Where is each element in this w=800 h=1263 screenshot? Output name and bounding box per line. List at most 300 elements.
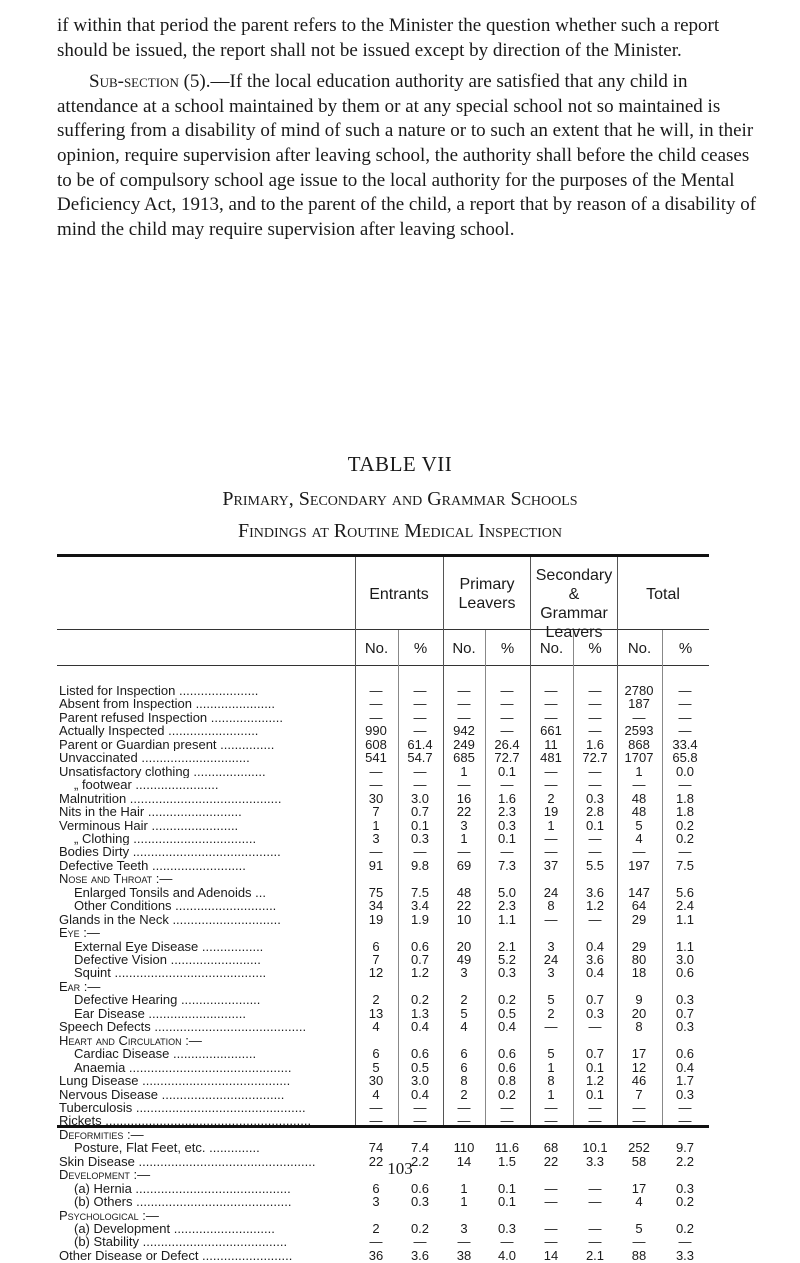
row-cell: — — [588, 1099, 602, 1115]
table-row — [0, 1088, 800, 1102]
row-cell: — — [588, 1113, 602, 1129]
row-cell: 8 — [547, 1073, 555, 1089]
row-cell: 4 — [635, 1194, 643, 1210]
row-cell: 0.7 — [675, 1005, 695, 1021]
row-cell: 0.2 — [410, 1221, 430, 1236]
row-cell: 2.1 — [585, 1247, 605, 1263]
table-row — [0, 859, 800, 873]
row-cell: 8 — [460, 1073, 468, 1089]
row-cell: 0.6 — [675, 965, 695, 981]
row-label: Enlarged Tonsils and Adenoids ... — [74, 885, 267, 900]
row-cell: 33.4 — [672, 736, 698, 752]
row-cell: — — [413, 1099, 427, 1115]
row-cell: 7.5 — [410, 884, 430, 900]
row-cell: 1 — [635, 763, 643, 779]
row-cell: 5 — [547, 1046, 555, 1062]
row-cell: 3.3 — [675, 1247, 695, 1263]
row-cell: 3.4 — [410, 898, 430, 914]
row-label: Development :— — [59, 1168, 151, 1182]
row-label: Lung Disease ......................................... — [59, 1074, 291, 1088]
row-cell: 0.4 — [675, 1059, 695, 1075]
row-cell: 661 — [540, 723, 562, 739]
row-cell: 0.1 — [585, 1086, 605, 1102]
row-cell: 10.1 — [582, 1140, 608, 1156]
table-top-rule — [57, 554, 709, 557]
row-label: Speech Defects .......................................... — [59, 1020, 307, 1034]
row-label: Anaemia ............................................. — [74, 1060, 292, 1075]
row-cell: 36 — [368, 1247, 384, 1263]
row-label: Ear :— — [59, 979, 101, 994]
row-cell: 3 — [372, 830, 380, 846]
row-cell: 30 — [368, 790, 384, 806]
row-cell: 1 — [547, 1086, 555, 1102]
subhead-no: No. — [627, 640, 652, 657]
row-cell: 4.0 — [497, 1247, 517, 1263]
row-cell: 685 — [453, 750, 475, 766]
row-cell: — — [588, 830, 602, 846]
row-cell: 1.9 — [410, 911, 430, 927]
row-cell: — — [678, 1234, 692, 1250]
row-cell: 1 — [547, 1059, 555, 1075]
row-label: Heart and Circulation :— — [59, 1033, 202, 1048]
row-cell: 0.2 — [675, 830, 695, 846]
row-cell: — — [500, 709, 514, 725]
row-cell: — — [413, 683, 427, 698]
row-label: (a) Hernia ........................................... — [74, 1181, 291, 1196]
row-cell: 1 — [460, 1194, 468, 1210]
row-cell: — — [500, 683, 514, 698]
table-row — [0, 1074, 800, 1088]
row-cell: 3.0 — [410, 790, 430, 806]
table-row — [0, 1020, 800, 1034]
table-row — [0, 899, 800, 913]
group-header-entrants: Entrants — [369, 586, 429, 603]
row-cell: 48 — [631, 804, 647, 820]
table-row — [0, 913, 800, 927]
row-cell: 1.2 — [585, 898, 605, 914]
row-cell: 0.1 — [410, 817, 430, 833]
row-cell: 0.3 — [675, 992, 695, 1008]
row-cell: — — [369, 1234, 383, 1250]
row-cell: — — [457, 709, 471, 725]
row-cell: 9.8 — [410, 857, 430, 873]
row-cell: 30 — [368, 1073, 384, 1089]
row-cell: 0.7 — [410, 952, 430, 967]
row-cell: — — [413, 763, 427, 779]
row-label: „ footwear ....................... — [74, 778, 219, 792]
row-cell: 5 — [460, 1005, 468, 1021]
row-cell: 22 — [543, 1153, 559, 1169]
row-cell: 19 — [368, 911, 384, 927]
row-cell: — — [632, 1099, 646, 1115]
row-cell: 541 — [365, 750, 387, 766]
row-cell: 2.1 — [497, 938, 517, 954]
subhead-pct: % — [678, 640, 693, 657]
row-cell: 1.5 — [497, 1153, 517, 1169]
row-label: Absent from Inspection ...................... — [59, 697, 276, 711]
row-cell: 12 — [631, 1059, 647, 1075]
row-cell: 65.8 — [672, 750, 698, 766]
row-cell: 0.6 — [410, 1046, 430, 1062]
row-cell: 14 — [456, 1153, 472, 1169]
subhead-pct: % — [588, 640, 602, 657]
subhead-pct: % — [413, 640, 428, 657]
row-cell: 48 — [456, 884, 472, 900]
row-cell: 0.1 — [585, 1059, 605, 1075]
row-cell: 3.3 — [585, 1153, 605, 1169]
row-cell: 0.4 — [497, 1019, 517, 1035]
row-cell: 990 — [365, 723, 387, 739]
row-cell: 7 — [372, 804, 380, 820]
row-cell: — — [544, 1234, 558, 1250]
row-cell: 5 — [547, 992, 555, 1008]
row-cell: 6 — [460, 1046, 468, 1062]
row-cell: — — [413, 1234, 427, 1250]
table-row — [0, 751, 800, 765]
row-cell: 252 — [628, 1140, 650, 1156]
row-cell: 6 — [372, 1180, 380, 1196]
row-label: Defective Hearing ...................... — [74, 993, 261, 1007]
row-label: Defective Vision ......................... — [74, 953, 261, 967]
row-cell: — — [588, 844, 602, 860]
table-row — [0, 1141, 800, 1155]
table-subtitle-findings: Findings at Routine Medical Inspection — [238, 520, 562, 542]
row-cell: 72.7 — [494, 750, 520, 766]
row-cell: 0.2 — [675, 1221, 695, 1236]
row-cell: 0.4 — [410, 1086, 430, 1102]
row-cell: — — [413, 696, 427, 712]
row-cell: 0.2 — [410, 992, 430, 1008]
row-cell: 1.8 — [675, 790, 695, 806]
table-row — [0, 966, 800, 980]
row-cell: — — [544, 777, 558, 793]
row-label: Nits in the Hair .......................... — [59, 805, 242, 819]
row-cell: 2 — [547, 1005, 555, 1021]
table-row — [0, 1209, 800, 1223]
row-label: Verminous Hair ........................ — [59, 818, 239, 832]
row-cell: — — [678, 1113, 692, 1129]
row-cell: 0.6 — [497, 1059, 517, 1075]
row-cell: — — [369, 1099, 383, 1115]
row-cell: — — [369, 683, 383, 698]
row-cell: — — [632, 1234, 646, 1250]
row-label: „ Clothing .................................. — [74, 831, 257, 846]
row-cell: 0.7 — [410, 804, 430, 820]
header-rule-left — [57, 629, 355, 630]
row-label: Nose and Throat :— — [59, 872, 173, 886]
row-cell: 0.7 — [585, 1046, 605, 1062]
row-cell: 5.6 — [675, 884, 695, 900]
row-cell: — — [457, 1113, 471, 1129]
row-cell: — — [588, 911, 602, 927]
table-row — [0, 993, 800, 1007]
row-cell: 2 — [547, 790, 555, 806]
row-cell: — — [369, 777, 383, 793]
row-cell: — — [678, 683, 692, 698]
row-cell: 0.0 — [675, 763, 695, 779]
table-row — [0, 1235, 800, 1249]
row-cell: 868 — [628, 736, 650, 752]
row-cell: — — [588, 1221, 602, 1236]
row-cell: 608 — [365, 736, 387, 752]
row-cell: 2.3 — [497, 804, 517, 820]
row-cell: — — [588, 1019, 602, 1035]
row-cell: 1.1 — [675, 938, 695, 954]
row-cell: — — [588, 1234, 602, 1250]
row-cell: 5.2 — [497, 952, 517, 967]
row-cell: 2.3 — [497, 898, 517, 914]
table-row — [0, 1249, 800, 1263]
row-cell: 14 — [543, 1247, 559, 1263]
row-cell: 22 — [456, 898, 472, 914]
row-cell: 22 — [456, 804, 472, 820]
row-cell: 10 — [456, 911, 472, 927]
row-label: Other Conditions ............................ — [74, 899, 277, 913]
row-cell: 0.3 — [585, 1005, 605, 1021]
row-cell: 6 — [372, 1046, 380, 1062]
row-cell: — — [369, 763, 383, 779]
subhead-no: No. — [452, 640, 476, 657]
intro-text — [57, 14, 757, 242]
row-cell: — — [544, 1019, 558, 1035]
row-cell: 80 — [631, 952, 647, 967]
row-cell: 3.6 — [585, 952, 605, 967]
row-cell: 9 — [635, 992, 643, 1008]
row-cell: 110 — [453, 1140, 475, 1156]
row-cell: — — [544, 709, 558, 725]
row-cell: — — [457, 777, 471, 793]
row-cell: 942 — [453, 723, 475, 739]
row-label: Nervous Disease .................................. — [59, 1087, 285, 1101]
intro-paragraph-2 — [57, 70, 757, 242]
row-cell: 38 — [456, 1247, 472, 1263]
row-cell: 7 — [372, 952, 380, 967]
row-cell: 2.2 — [675, 1153, 695, 1169]
row-cell: — — [588, 777, 602, 793]
row-label: Ear Disease ........................... — [74, 1006, 246, 1021]
row-cell: 0.5 — [410, 1059, 430, 1075]
row-cell: 7.3 — [497, 857, 517, 873]
row-cell: 197 — [628, 857, 650, 873]
row-cell: — — [678, 777, 692, 793]
row-label: Unvaccinated .............................. — [59, 751, 250, 765]
row-cell: 2593 — [624, 723, 654, 739]
table-row — [0, 805, 800, 819]
row-cell: — — [457, 844, 471, 860]
row-cell: 1707 — [624, 750, 654, 766]
row-cell: 5 — [635, 817, 643, 833]
row-cell: 24 — [543, 884, 559, 900]
row-cell: 20 — [456, 938, 472, 954]
row-cell: — — [413, 723, 427, 739]
row-cell: — — [457, 1234, 471, 1250]
row-label: Psychological :— — [59, 1208, 159, 1223]
row-cell: — — [500, 1113, 514, 1129]
row-cell: 4 — [635, 830, 643, 846]
row-cell: 1.6 — [585, 736, 605, 752]
table-row — [0, 1222, 800, 1236]
row-label: (b) Stability ........................................ — [74, 1235, 288, 1249]
row-cell: 0.4 — [585, 965, 605, 981]
row-cell: 2 — [460, 992, 468, 1008]
row-cell: 147 — [628, 884, 650, 900]
row-cell: — — [413, 844, 427, 860]
row-cell: 5 — [635, 1221, 643, 1236]
row-cell: 6 — [460, 1059, 468, 1075]
row-cell: — — [678, 844, 692, 860]
row-label: Parent or Guardian present ............... — [59, 737, 275, 752]
row-cell: — — [500, 696, 514, 712]
row-cell: 1 — [547, 817, 555, 833]
row-cell: 58 — [631, 1153, 647, 1169]
subsection-heading: Sub-section (5). — [89, 71, 211, 93]
row-cell: — — [544, 696, 558, 712]
table-row — [0, 1114, 800, 1128]
row-cell: 1 — [372, 817, 380, 833]
row-cell: 0.3 — [497, 817, 517, 833]
subhead-no: No. — [364, 640, 389, 657]
row-cell: 54.7 — [407, 750, 433, 766]
row-cell: — — [457, 696, 471, 712]
row-label: Bodies Dirty ......................................... — [59, 845, 281, 859]
row-label: Posture, Flat Feet, etc. .............. — [74, 1141, 260, 1155]
row-cell: 74 — [368, 1140, 384, 1156]
row-cell: 0.3 — [675, 1019, 695, 1035]
row-cell: 29 — [631, 938, 647, 954]
row-cell: 69 — [456, 857, 472, 873]
row-cell: — — [544, 1099, 558, 1115]
row-cell: 0.3 — [675, 1086, 695, 1102]
row-cell: 0.4 — [410, 1019, 430, 1035]
row-cell: — — [369, 709, 383, 725]
row-label: Listed for Inspection ...................... — [59, 684, 259, 698]
row-cell: 3.6 — [585, 884, 605, 900]
row-cell: 0.2 — [675, 1194, 695, 1210]
row-cell: — — [632, 844, 646, 860]
row-cell: 61.4 — [407, 736, 433, 752]
row-cell: 3 — [460, 1221, 468, 1236]
row-cell: — — [369, 696, 383, 712]
row-cell: 0.3 — [675, 1180, 695, 1196]
group-header-primary: Primary Leavers — [458, 576, 516, 612]
row-cell: 2.2 — [410, 1153, 430, 1169]
table-row — [0, 926, 800, 940]
row-cell: 481 — [540, 750, 562, 766]
row-cell: 46 — [631, 1073, 647, 1089]
row-cell: 249 — [453, 736, 475, 752]
table-number: TABLE VII — [347, 452, 453, 476]
table-row — [0, 724, 800, 738]
row-label: Tuberculosis ............................................... — [59, 1100, 306, 1115]
row-cell: — — [500, 1099, 514, 1115]
row-cell: — — [544, 1180, 558, 1196]
group-header-total: Total — [646, 586, 680, 603]
row-label: Cardiac Disease ....................... — [74, 1047, 257, 1061]
table-row — [0, 697, 800, 711]
row-cell: — — [678, 709, 692, 725]
row-cell: 9.7 — [675, 1140, 695, 1156]
row-cell: — — [500, 844, 514, 860]
row-cell: 2.8 — [585, 804, 605, 820]
row-cell: 29 — [631, 911, 647, 927]
row-cell: — — [544, 911, 558, 927]
row-cell: 1.6 — [497, 790, 517, 806]
row-cell: 2 — [372, 1221, 380, 1236]
subhead-no: No. — [539, 640, 564, 657]
row-cell: 0.2 — [675, 817, 695, 833]
row-cell: — — [544, 1194, 558, 1210]
row-cell: 1.2 — [585, 1073, 605, 1089]
row-cell: 20 — [631, 1005, 647, 1021]
row-cell: — — [588, 696, 602, 712]
row-cell: — — [632, 709, 646, 725]
header-rule — [355, 629, 709, 630]
row-label: Parent refused Inspection .................... — [59, 710, 283, 725]
row-label: Defective Teeth .......................... — [59, 858, 246, 873]
row-label: Eye :— — [59, 926, 100, 940]
row-cell: 0.4 — [585, 938, 605, 954]
row-cell: 0.1 — [585, 817, 605, 833]
row-cell: 0.8 — [497, 1073, 517, 1089]
row-cell: 6 — [372, 938, 380, 954]
row-label: Deformities :— — [59, 1127, 144, 1142]
row-label: Malnutrition .......................................... — [59, 791, 282, 806]
row-cell: 2780 — [624, 683, 654, 698]
table-row — [0, 1047, 800, 1061]
row-cell: 0.6 — [410, 1180, 430, 1196]
row-cell: 0.3 — [585, 790, 605, 806]
row-cell: — — [544, 763, 558, 779]
subsection-text: —If the local education authority are satisfied that any child in attendance at a school maintained by them or at any special school not so maintained is suffering from a disability of mind of such a nature or to such an extent that he will, in their opinion, require supervision after leaving school, the authority shall before the child ceases to be of compulsory school age issue to the local authority for the purposes of the Mental Deficiency Act, 1913, and to the parent of the child, a report that by reason of a disability of mind the child may require supervision after leaving school. — [57, 71, 757, 240]
row-cell: 1.8 — [675, 804, 695, 820]
row-cell: 8 — [635, 1019, 643, 1035]
row-cell: 4 — [460, 1019, 468, 1035]
row-cell: 3.6 — [410, 1247, 430, 1263]
row-cell: — — [457, 683, 471, 698]
row-cell: — — [544, 683, 558, 698]
row-cell: 0.1 — [497, 1194, 517, 1210]
row-cell: 72.7 — [582, 750, 608, 766]
row-cell: — — [588, 1194, 602, 1210]
row-cell: 0.3 — [410, 1194, 430, 1210]
row-cell: 2.4 — [675, 898, 695, 914]
row-cell: 12 — [368, 965, 384, 981]
row-cell: — — [369, 1113, 383, 1129]
row-cell: 49 — [456, 952, 472, 967]
row-cell: — — [369, 844, 383, 860]
row-cell: — — [500, 1234, 514, 1250]
row-cell: 88 — [631, 1247, 647, 1263]
row-cell: 0.5 — [497, 1005, 517, 1021]
intro-paragraph-1: if within that period the parent refers to the Minister the question whether such a report should be issued, the report shall not be issued except by direction of the Minister. — [57, 15, 720, 61]
table-row — [0, 845, 800, 859]
row-cell: 0.6 — [675, 1046, 695, 1062]
row-label: Unsatisfactory clothing .................... — [59, 764, 266, 779]
row-label: (a) Development ............................ — [74, 1222, 275, 1236]
row-cell: 3 — [547, 965, 555, 981]
row-cell: 37 — [543, 857, 559, 873]
row-cell: 8 — [547, 898, 555, 914]
row-label: External Eye Disease ................. — [74, 939, 264, 954]
row-cell: 11 — [544, 736, 558, 752]
row-label: Other Disease or Defect ......................... — [59, 1248, 293, 1263]
row-cell: — — [500, 723, 514, 739]
row-cell: — — [544, 1113, 558, 1129]
row-cell: 18 — [631, 965, 647, 981]
row-cell: — — [500, 777, 514, 793]
row-cell: 4 — [372, 1019, 380, 1035]
row-cell: 19 — [543, 804, 559, 820]
